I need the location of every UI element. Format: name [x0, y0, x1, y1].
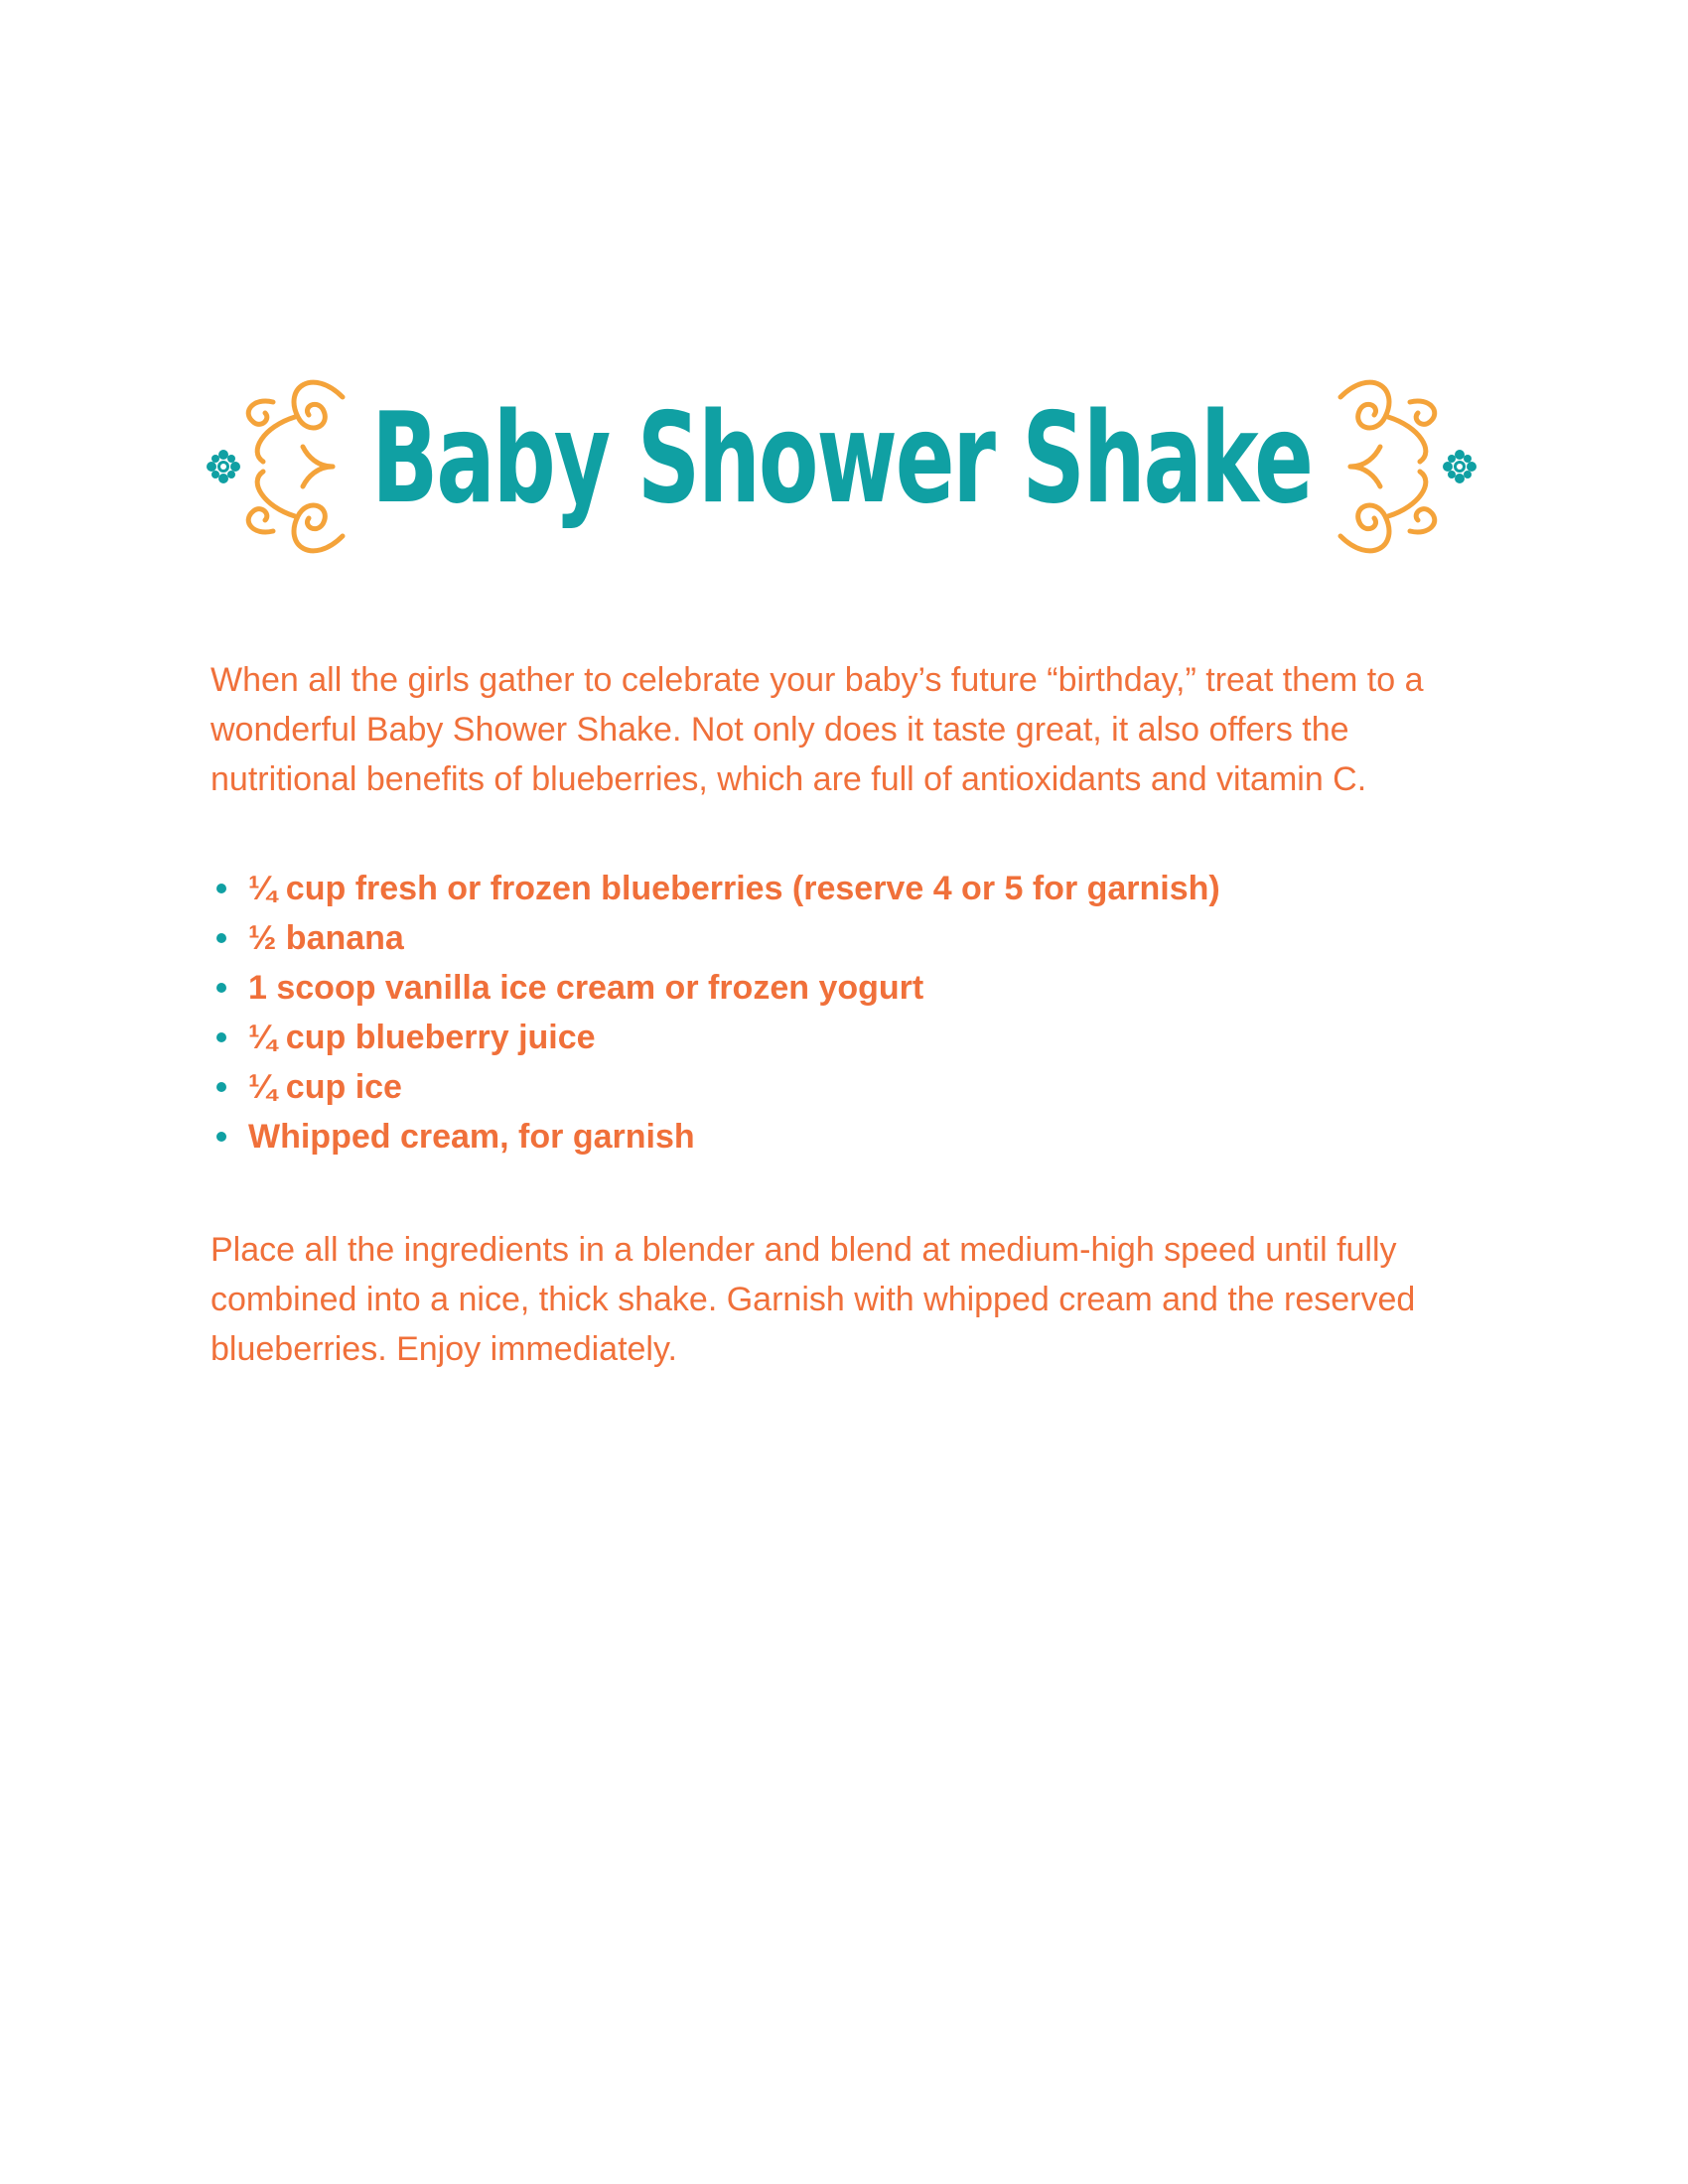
ingredient-item — [211, 864, 1491, 913]
intro-paragraph: When all the girls gather to celebrate your baby’s future “birthday,” treat them to a wonderful Baby Shower Shake. Not only does it taste great, it also offers the nutritional benefits of blueberries, which are full of antioxidants and vitamin C. — [211, 661, 1424, 798]
ingredient-item — [211, 963, 1491, 1013]
ingredient-item — [211, 913, 1491, 963]
ornate-scroll-flourish-icon — [1331, 357, 1479, 576]
ingredient-text: ¼ cup blueberry juice — [248, 1019, 596, 1056]
ingredient-list — [211, 864, 1491, 1161]
instructions-paragraph: Place all the ingredients in a blender and blend at medium-high speed until fully combined into a nice, thick shake. Garnish with whipped cream and the reserved blueberries. Enjoy immediately. — [211, 1231, 1416, 1368]
title-banner — [204, 357, 1479, 576]
ingredient-item — [211, 1112, 1491, 1161]
ingredient-text: ¼ cup fresh or frozen blueberries (reserve 4 or 5 for garnish) — [248, 870, 1220, 907]
bullet-icon — [216, 933, 226, 943]
ingredient-item — [211, 1013, 1491, 1062]
ingredient-text: ¼ cup ice — [248, 1068, 402, 1106]
ingredient-text: Whipped cream, for garnish — [248, 1118, 695, 1156]
ingredient-text: 1 scoop vanilla ice cream or frozen yogurt — [248, 969, 924, 1007]
bullet-icon — [216, 884, 226, 893]
bullet-icon — [216, 983, 226, 993]
ingredient-text: ½ banana — [248, 919, 404, 957]
recipe-title: Baby Shower Shake — [371, 385, 1312, 531]
bullet-icon — [216, 1082, 226, 1092]
bullet-icon — [216, 1132, 226, 1142]
ornate-scroll-flourish-icon — [204, 357, 352, 576]
bullet-icon — [216, 1032, 226, 1042]
ingredient-item — [211, 1062, 1491, 1112]
